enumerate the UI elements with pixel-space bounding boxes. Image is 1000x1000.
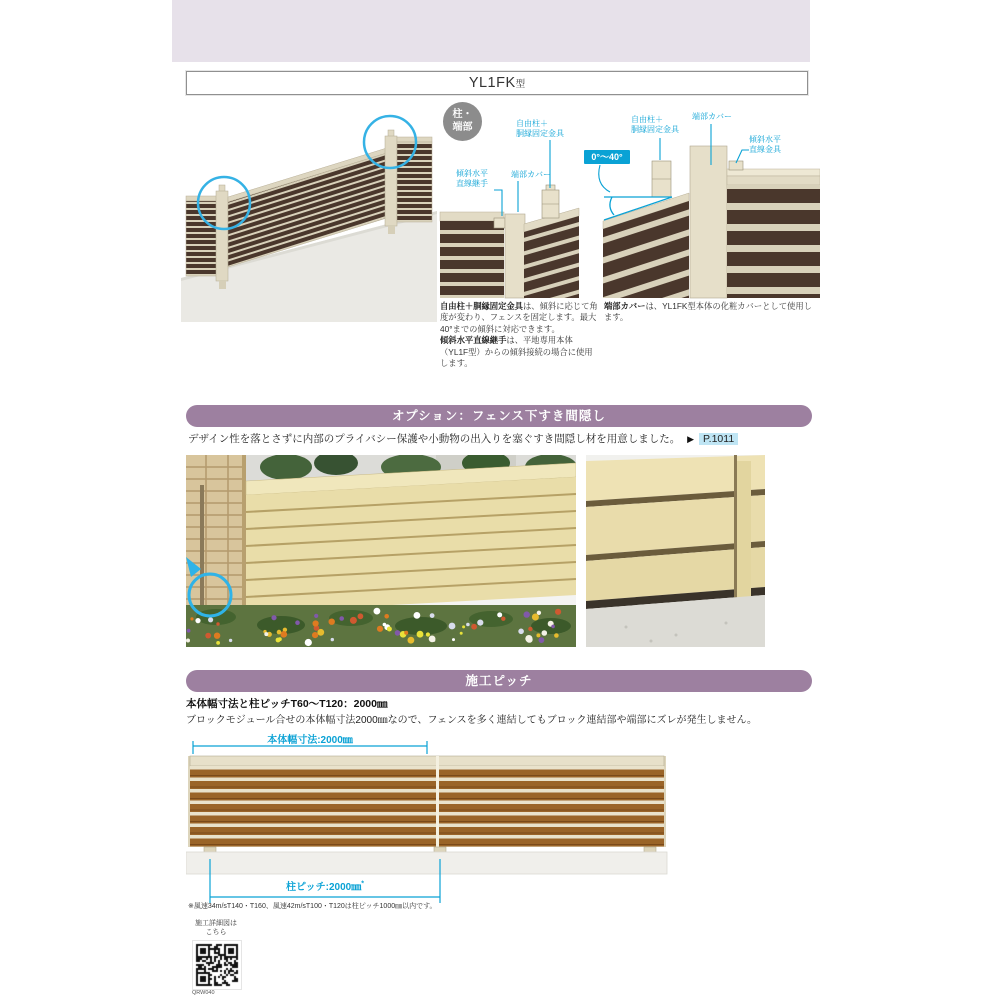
post-end-desc-left [440,301,600,370]
isometric-slope-fence-illustration [181,116,437,322]
post-end-badge [443,102,482,141]
angle-range-badge: 0°～40° [584,150,630,164]
post-end-badge-line1: 柱・ [452,109,473,120]
qr-code [192,940,242,990]
qr-caption: 施工詳細図は こちら [195,920,237,937]
option-description: デザイン性を落とさずに内部のプライバシー保護や小動物の出入りを塞ぐすき間隠し材を用意しました。 [188,433,681,445]
model-suffix: 型 [515,79,526,90]
label-slope-fitting: 傾斜水平 直線金具 [749,135,781,154]
label-slope-joint: 傾斜水平 直線継手 [456,169,488,188]
post-end-badge-line2: 端部 [452,122,473,133]
pitch-footnote: ※風速34m/sT140・T160、風速42m/sT100・T120は柱ピッチ1000㎜以内です。 [188,903,437,910]
model-name: YL1FK [468,75,516,91]
cream-fence-panel [200,463,576,617]
label-end-cover-right: 端部カバー [692,112,732,121]
desc-free-post: 自由柱＋胴縁固定金具は、傾斜に応じて角度が変わり、フェンスを固定します。最大40°までの傾斜に対応できます。 [440,301,598,334]
header-lavender-block [172,0,810,62]
option-banner: オプション：フェンス下すき間隠し [186,405,812,427]
option-description-row [188,431,738,446]
post-end-diagrams [180,100,820,335]
post-end-desc-right [604,301,820,324]
qr-code-label: QRW040 [192,990,215,996]
model-title-box [186,71,808,95]
photo-gap-hiding-fence [186,455,576,647]
label-end-cover-mid: 端部カバー [511,170,551,179]
pitch-heading: 本体幅寸法と柱ピッチT60～T120：2000㎜ [186,698,388,710]
dim-body-width: 本体幅寸法:2000㎜ [267,735,353,746]
triangle-right-icon: ▶ [687,434,695,444]
desc-slope-joint: 傾斜水平直線継手は、平地専用本体（YL1F型）からの傾斜接続の場合に使用します。 [440,335,593,369]
photo-gap-hiding-closeup [586,455,765,647]
page-ref-link[interactable]: P.1011 [699,433,738,445]
pitch-banner: 施工ピッチ [186,670,812,692]
angle-detail-diagram [599,124,820,298]
pitch-description: ブロックモジュール合せの本体幅寸法2000㎜なので、フェンスを多く連結してもブロック連結部や端部にズレが発生しません。 [186,715,758,726]
desc-end-cover: 端部カバーは、YL1FK型本体の化粧カバーとして使用します。 [604,301,812,323]
dim-post-pitch: 柱ピッチ:2000㎜* [286,880,364,893]
end-cover-detail-diagram [440,140,579,298]
label-free-post-mid: 自由柱＋ 胴縁固定金具 [516,119,564,138]
label-free-post-right: 自由柱＋ 胴縁固定金具 [631,115,679,134]
